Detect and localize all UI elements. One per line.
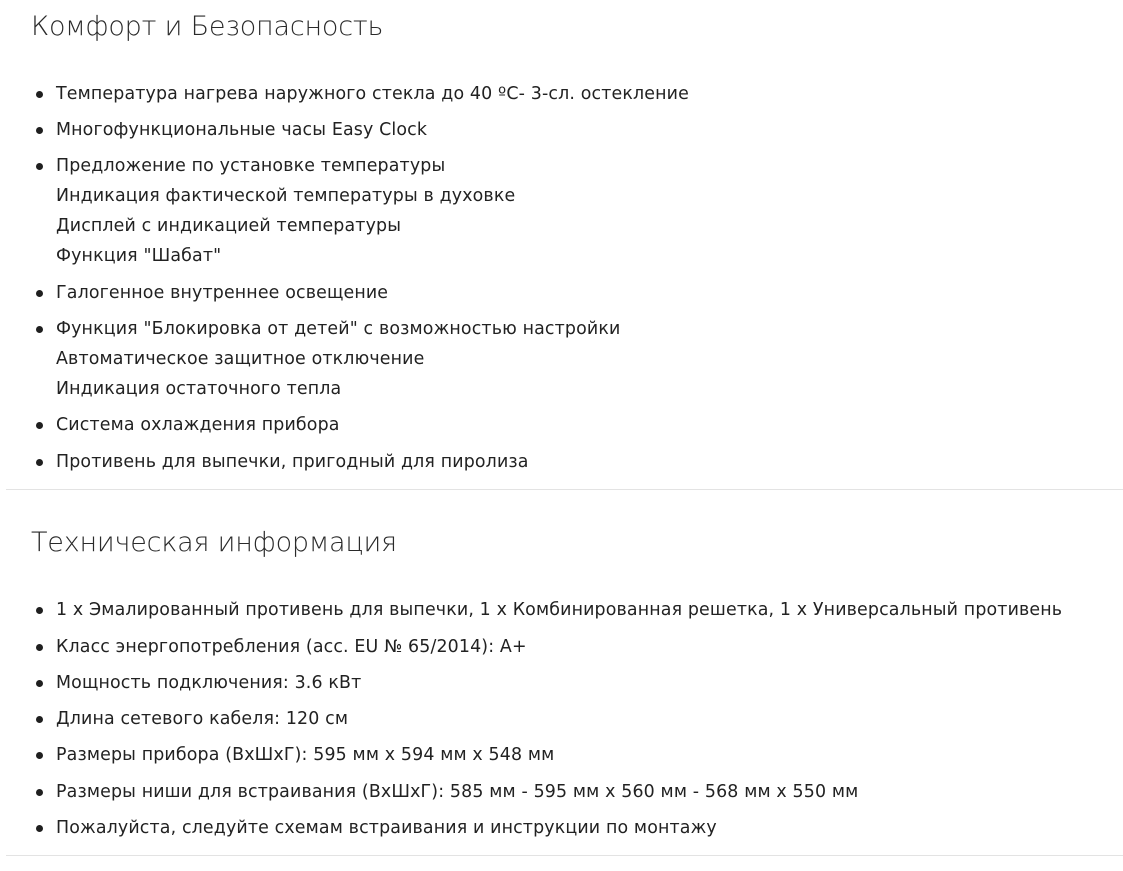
list-item-text: 1 x Эмалированный противень для выпечки, 1 x Комбинированная решетка, 1 x Универсальный противень bbox=[56, 600, 1063, 620]
list-item-text: Противень для выпечки, пригодный для пиролиза bbox=[56, 452, 529, 472]
list-item-text: Класс энергопотребления (acc. EU № 65/2014): A+ bbox=[56, 637, 527, 657]
bullet-icon bbox=[36, 91, 43, 98]
bullet-icon bbox=[36, 752, 43, 759]
bullet-icon bbox=[36, 290, 43, 297]
section-divider bbox=[6, 855, 1123, 856]
list-item-text: Длина сетевого кабеля: 120 см bbox=[56, 709, 349, 729]
bullet-icon bbox=[36, 459, 43, 466]
list-item-text: Дисплей с индикацией температуры bbox=[56, 216, 402, 236]
list-item-text: Галогенное внутреннее освещение bbox=[56, 283, 389, 303]
list-item-text: Система охлаждения прибора bbox=[56, 415, 340, 435]
bullet-icon bbox=[36, 326, 43, 333]
section-title-technical: Техническая информация bbox=[31, 527, 397, 558]
list-item-text: Индикация остаточного тепла bbox=[56, 379, 342, 399]
section-title-comfort: Комфорт и Безопасность bbox=[31, 11, 384, 42]
bullet-icon bbox=[36, 127, 43, 134]
bullet-icon bbox=[36, 607, 43, 614]
list-item-text: Индикация фактической температуры в духовке bbox=[56, 186, 516, 206]
bullet-icon bbox=[36, 422, 43, 429]
list-item-text: Температура нагрева наружного стекла до 40 ºC- 3-сл. остекление bbox=[56, 84, 689, 104]
list-item-text: Автоматическое защитное отключение bbox=[56, 349, 425, 369]
list-item-text: Многофункциональные часы Easy Clock bbox=[56, 120, 428, 140]
list-item-text: Размеры ниши для встраивания (ВхШхГ): 585 мм - 595 мм x 560 мм - 568 мм x 550 мм bbox=[56, 782, 859, 802]
list-item-text: Функция "Шабат" bbox=[56, 246, 222, 266]
bullet-icon bbox=[36, 644, 43, 651]
list-item-text: Мощность подключения: 3.6 кВт bbox=[56, 673, 362, 693]
section-divider bbox=[6, 489, 1123, 490]
list-item-text: Функция "Блокировка от детей" с возможностью настройки bbox=[56, 319, 621, 339]
bullet-icon bbox=[36, 789, 43, 796]
bullet-icon bbox=[36, 825, 43, 832]
bullet-icon bbox=[36, 716, 43, 723]
list-item-text: Размеры прибора (ВхШхГ): 595 мм x 594 мм x 548 мм bbox=[56, 745, 555, 765]
list-item-text: Пожалуйста, следуйте схемам встраивания и инструкции по монтажу bbox=[56, 818, 717, 838]
list-item-text: Предложение по установке температуры bbox=[56, 156, 446, 176]
bullet-icon bbox=[36, 680, 43, 687]
bullet-icon bbox=[36, 163, 43, 170]
